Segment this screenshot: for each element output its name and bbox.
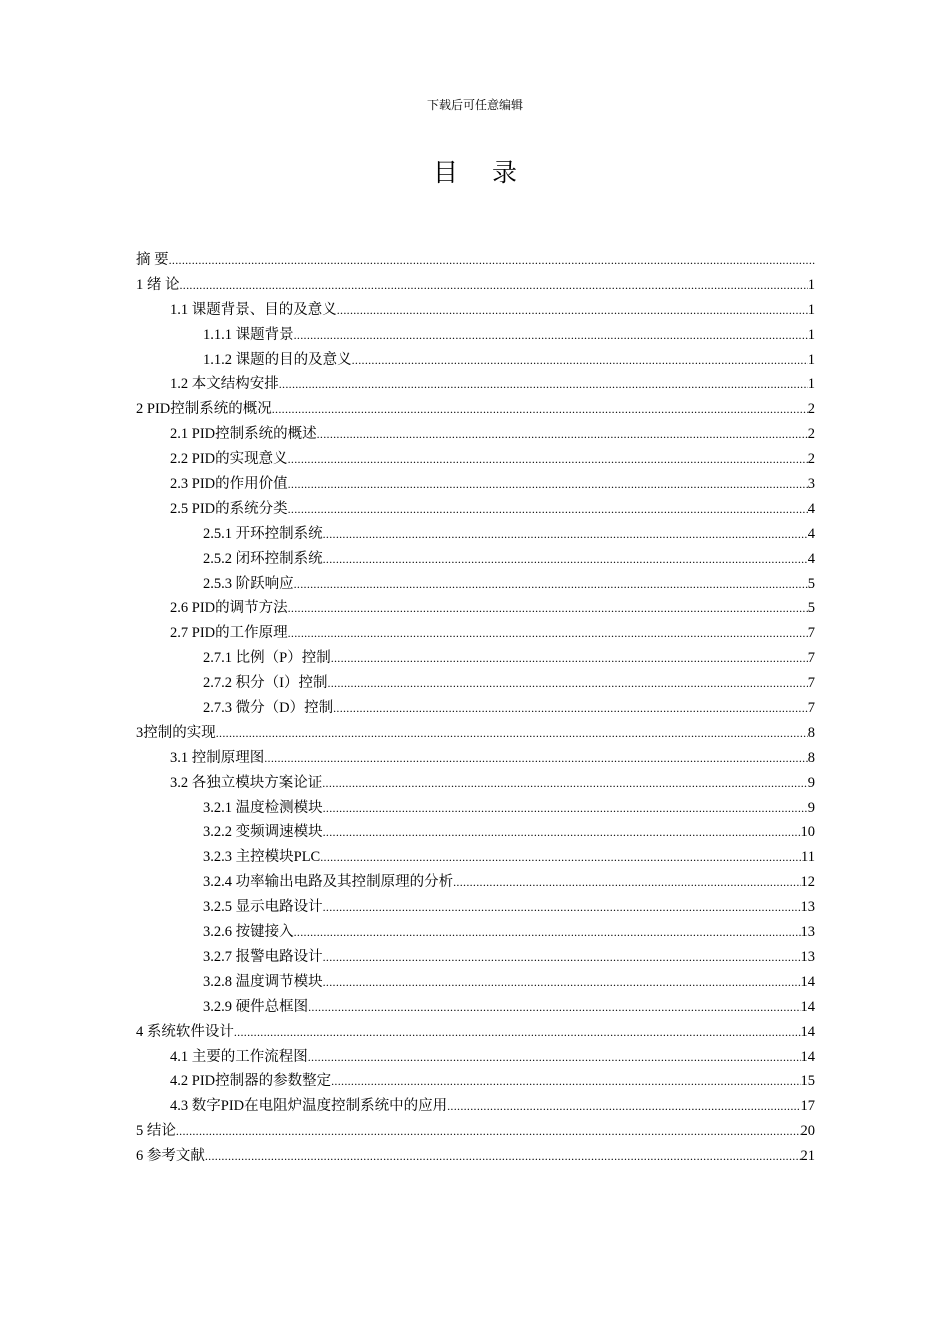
toc-entry-page-number: 13 — [800, 924, 815, 941]
toc-entry-label: 2.7.3 微分（D）控制 — [203, 700, 334, 717]
toc-entry-page-number: 1 — [807, 301, 815, 318]
toc-entry-label: 2.2 PID的实现意义 — [170, 451, 288, 468]
toc-entry[interactable] — [136, 248, 815, 273]
toc-entry-page-number: 12 — [800, 874, 815, 891]
toc-entry-page-number: 10 — [800, 824, 815, 841]
title-char-1: 目 — [432, 158, 458, 187]
toc-entry-page-number: 7 — [807, 700, 815, 717]
toc-entry-label: 2.7.2 积分（I）控制 — [203, 675, 328, 692]
toc-entry-page-number: 15 — [800, 1073, 815, 1090]
dot-leader — [272, 397, 808, 422]
toc-entry[interactable] — [136, 721, 815, 746]
toc-entry-label: 1 绪 论 — [136, 276, 180, 293]
dot-leader — [453, 870, 800, 895]
dot-leader — [169, 248, 815, 273]
dot-leader — [323, 547, 808, 572]
toc-entry-label: 3.1 控制原理图 — [170, 749, 265, 766]
toc-entry-label: 3.2.3 主控模块PLC — [203, 849, 321, 866]
toc-entry[interactable] — [136, 547, 815, 572]
toc-entry[interactable] — [136, 596, 815, 621]
toc-entry[interactable] — [136, 646, 815, 671]
dot-leader — [288, 472, 808, 497]
toc-entry-page-number: 4 — [807, 550, 815, 567]
toc-entry-label: 2.5.2 闭环控制系统 — [203, 550, 323, 567]
dot-leader — [308, 995, 800, 1020]
dot-leader — [264, 746, 808, 771]
toc-entry-page-number: 7 — [807, 625, 815, 642]
dot-leader — [323, 796, 808, 821]
toc-entry-label: 2.3 PID的作用价值 — [170, 476, 288, 493]
toc-entry-page-number: 3 — [807, 476, 815, 493]
toc-entry-page-number: 1 — [807, 376, 815, 393]
toc-entry[interactable] — [136, 746, 815, 771]
toc-entry-label: 3.2.5 显示电路设计 — [203, 899, 323, 916]
toc-entry-label: 1.1.1 课题背景 — [203, 326, 294, 343]
toc-entry-label: 2 PID控制系统的概况 — [136, 401, 272, 418]
toc-entry-page-number: 2 — [807, 401, 815, 418]
toc-entry[interactable] — [136, 1094, 815, 1119]
dot-leader — [288, 621, 808, 646]
toc-entry-page-number: 13 — [800, 948, 815, 965]
toc-entry-label: 3.2.1 温度检测模块 — [203, 799, 323, 816]
toc-entry[interactable] — [136, 1069, 815, 1094]
toc-entry[interactable] — [136, 895, 815, 920]
toc-entry-label: 2.5 PID的系统分类 — [170, 500, 288, 517]
toc-entry[interactable] — [136, 323, 815, 348]
toc-entry-label: 1.1 课题背景、目的及意义 — [170, 301, 337, 318]
dot-leader — [205, 1144, 801, 1169]
dot-leader — [308, 1045, 801, 1070]
toc-entry[interactable] — [136, 397, 815, 422]
toc-entry-page-number: 4 — [807, 500, 815, 517]
dot-leader — [323, 970, 801, 995]
dot-leader — [323, 820, 801, 845]
toc-entry-page-number: 8 — [807, 749, 815, 766]
toc-entry-label: 2.7 PID的工作原理 — [170, 625, 288, 642]
dot-leader — [294, 920, 801, 945]
toc-entry[interactable] — [136, 472, 815, 497]
toc-entry[interactable] — [136, 621, 815, 646]
toc-entry[interactable] — [136, 348, 815, 373]
toc-entry[interactable] — [136, 870, 815, 895]
dot-leader — [288, 497, 808, 522]
toc-entry-page-number: 14 — [800, 1048, 815, 1065]
toc-entry[interactable] — [136, 771, 815, 796]
toc-entry[interactable] — [136, 796, 815, 821]
toc-entry[interactable] — [136, 945, 815, 970]
toc-entry-label: 5 结论 — [136, 1123, 176, 1140]
toc-entry-page-number: 7 — [807, 650, 815, 667]
dot-leader — [331, 1069, 800, 1094]
toc-entry-page-number: 11 — [801, 849, 815, 866]
dot-leader — [288, 447, 808, 472]
dot-leader — [176, 1119, 801, 1144]
dot-leader — [447, 1094, 800, 1119]
toc-entry[interactable] — [136, 522, 815, 547]
toc-entry-page-number: 14 — [800, 1023, 815, 1040]
toc-entry-label: 3.2.2 变频调速模块 — [203, 824, 323, 841]
toc-entry[interactable] — [136, 298, 815, 323]
toc-entry-label: 2.7.1 比例（P）控制 — [203, 650, 331, 667]
toc-entry-label: 1.1.2 课题的目的及意义 — [203, 351, 352, 368]
toc-entry-page-number: 9 — [807, 774, 815, 791]
dot-leader — [279, 372, 808, 397]
toc-entry-page-number: 4 — [807, 525, 815, 542]
toc-entry[interactable] — [136, 447, 815, 472]
dot-leader — [294, 572, 808, 597]
toc-entry-label: 3.2 各独立模块方案论证 — [170, 774, 323, 791]
toc-entry[interactable] — [136, 572, 815, 597]
title-char-2: 录 — [492, 158, 518, 187]
dot-leader — [323, 522, 808, 547]
toc-entry[interactable] — [136, 273, 815, 298]
toc-entry-label: 2.5.3 阶跃响应 — [203, 575, 294, 592]
toc-entry-label: 3.2.4 功率输出电路及其控制原理的分析 — [203, 874, 454, 891]
dot-leader — [337, 298, 808, 323]
toc-entry[interactable] — [136, 671, 815, 696]
toc-entry-page-number: 9 — [807, 799, 815, 816]
dot-leader — [180, 273, 808, 298]
toc-entry[interactable] — [136, 820, 815, 845]
toc-entry-label: 2.1 PID控制系统的概述 — [170, 426, 317, 443]
toc-entry-label: 6 参考文献 — [136, 1148, 205, 1165]
toc-entry-page-number: 1 — [807, 351, 815, 368]
toc-entry-label: 1.2 本文结构安排 — [170, 376, 279, 393]
toc-entry[interactable] — [136, 1045, 815, 1070]
dot-leader — [234, 1020, 801, 1045]
dot-leader — [216, 721, 808, 746]
toc-entry-page-number: 5 — [807, 600, 815, 617]
toc-entry[interactable] — [136, 920, 815, 945]
toc-entry-label: 3.2.7 报警电路设计 — [203, 948, 323, 965]
dot-leader — [327, 671, 807, 696]
toc-entry-page-number: 21 — [800, 1148, 815, 1165]
toc-entry-page-number: 8 — [807, 724, 815, 741]
toc-entry-page-number: 1 — [807, 276, 815, 293]
toc-entry-label: 4.2 PID控制器的参数整定 — [170, 1073, 332, 1090]
toc-entry-page-number: 5 — [807, 575, 815, 592]
toc-entry[interactable] — [136, 1144, 815, 1169]
dot-leader — [322, 771, 808, 796]
toc-entry-page-number: 2 — [807, 451, 815, 468]
toc-entry-label: 2.6 PID的调节方法 — [170, 600, 288, 617]
toc-entry-page-number: 7 — [807, 675, 815, 692]
dot-leader — [352, 348, 808, 373]
toc-entry[interactable] — [136, 372, 815, 397]
toc-entry[interactable] — [136, 1119, 815, 1144]
toc-entry-page-number: 14 — [800, 998, 815, 1015]
toc-entry-label: 3.2.8 温度调节模块 — [203, 973, 323, 990]
dot-leader — [323, 945, 801, 970]
dot-leader — [331, 646, 808, 671]
toc-entry[interactable] — [136, 422, 815, 447]
dot-leader — [323, 895, 801, 920]
toc-entry[interactable] — [136, 696, 815, 721]
toc-entry[interactable] — [136, 970, 815, 995]
table-of-contents — [136, 248, 815, 1169]
toc-entry-label: 3.2.6 按键接入 — [203, 924, 294, 941]
toc-entry-page-number: 2 — [807, 426, 815, 443]
header-note: 下载后可任意编辑 — [426, 98, 523, 112]
toc-entry-label: 2.5.1 开环控制系统 — [203, 525, 323, 542]
toc-entry-page-number: 1 — [807, 326, 815, 343]
toc-entry-label: 4 系统软件设计 — [136, 1023, 234, 1040]
toc-entry[interactable] — [136, 845, 815, 870]
toc-entry-label: 3控制的实现 — [136, 724, 216, 741]
dot-leader — [288, 596, 808, 621]
toc-entry-page-number: 14 — [800, 973, 815, 990]
toc-entry-label: 3.2.9 硬件总框图 — [203, 998, 309, 1015]
toc-entry-label: 4.1 主要的工作流程图 — [170, 1048, 308, 1065]
toc-entry[interactable] — [136, 995, 815, 1020]
dot-leader — [320, 845, 801, 870]
toc-entry-label: 4.3 数字PID在电阻炉温度控制系统中的应用 — [170, 1098, 448, 1115]
dot-leader — [294, 323, 808, 348]
dot-leader — [333, 696, 808, 721]
toc-entry-label: 摘 要 — [136, 252, 169, 268]
dot-leader — [317, 422, 808, 447]
toc-entry[interactable] — [136, 1020, 815, 1045]
page-title — [0, 156, 950, 190]
toc-entry[interactable] — [136, 497, 815, 522]
toc-entry-page-number: 17 — [800, 1098, 815, 1115]
toc-entry-page-number: 13 — [800, 899, 815, 916]
toc-entry-page-number: 20 — [800, 1123, 815, 1140]
